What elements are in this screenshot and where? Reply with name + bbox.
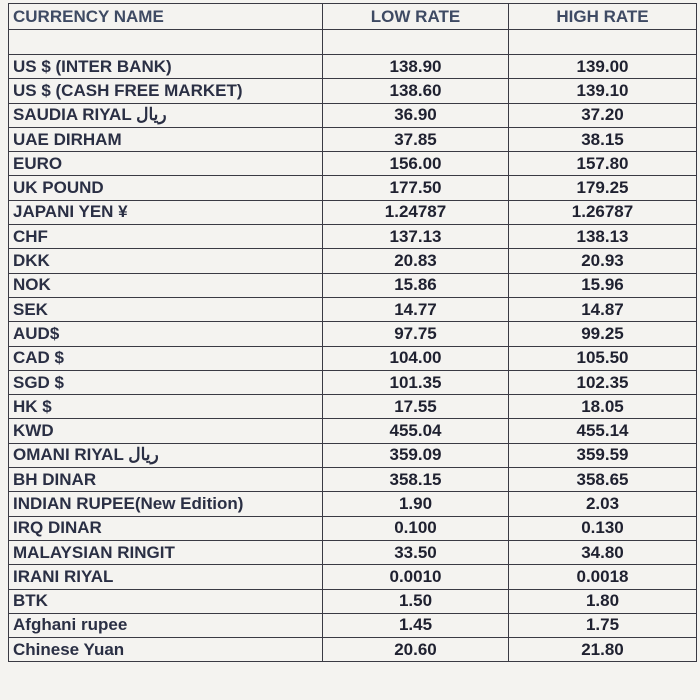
- low-rate-cell: 138.90: [323, 55, 509, 79]
- table-row: [9, 127, 697, 151]
- high-rate-cell: 139.10: [509, 79, 697, 103]
- currency-name-cell: OMANI RIYAL ریال: [9, 443, 323, 467]
- high-rate-cell: 99.25: [509, 322, 697, 346]
- low-rate-cell: 14.77: [323, 297, 509, 321]
- low-rate-cell: 1.24787: [323, 200, 509, 224]
- currency-name-cell: BH DINAR: [9, 468, 323, 492]
- currency-name-cell: IRQ DINAR: [9, 516, 323, 540]
- low-rate-cell: 156.00: [323, 152, 509, 176]
- low-rate-cell: 358.15: [323, 468, 509, 492]
- table-header: [9, 4, 697, 30]
- currency-name-cell: CHF: [9, 225, 323, 249]
- table-row: [9, 613, 697, 637]
- high-rate-cell: 0.130: [509, 516, 697, 540]
- low-rate-cell: 1.45: [323, 613, 509, 637]
- high-rate-cell: 37.20: [509, 103, 697, 127]
- blank-cell: [323, 30, 509, 55]
- high-rate-cell: 455.14: [509, 419, 697, 443]
- table-row: [9, 200, 697, 224]
- low-rate-cell: 0.100: [323, 516, 509, 540]
- currency-name-cell: DKK: [9, 249, 323, 273]
- high-rate-cell: 358.65: [509, 468, 697, 492]
- high-rate-cell: 105.50: [509, 346, 697, 370]
- low-rate-cell: 97.75: [323, 322, 509, 346]
- low-rate-cell: 17.55: [323, 395, 509, 419]
- table-row: [9, 297, 697, 321]
- high-rate-cell: 14.87: [509, 297, 697, 321]
- table-row: [9, 638, 697, 662]
- currency-name-cell: Chinese Yuan: [9, 638, 323, 662]
- high-rate-cell: 18.05: [509, 395, 697, 419]
- table-body: [9, 30, 697, 662]
- table-row: [9, 443, 697, 467]
- low-rate-cell: 33.50: [323, 540, 509, 564]
- low-rate-cell: 0.0010: [323, 565, 509, 589]
- low-rate-header: LOW RATE: [323, 4, 509, 30]
- table-row: [9, 370, 697, 394]
- high-rate-cell: 15.96: [509, 273, 697, 297]
- currency-name-cell: INDIAN RUPEE(New Edition): [9, 492, 323, 516]
- low-rate-cell: 177.50: [323, 176, 509, 200]
- low-rate-cell: 36.90: [323, 103, 509, 127]
- table-row: [9, 565, 697, 589]
- low-rate-cell: 15.86: [323, 273, 509, 297]
- high-rate-cell: 20.93: [509, 249, 697, 273]
- currency-name-cell: MALAYSIAN RINGIT: [9, 540, 323, 564]
- high-rate-cell: 102.35: [509, 370, 697, 394]
- table-row: [9, 468, 697, 492]
- table-row: [9, 395, 697, 419]
- table-row: [9, 55, 697, 79]
- blank-row: [9, 30, 697, 55]
- currency-rates-table: [8, 3, 697, 662]
- low-rate-cell: 137.13: [323, 225, 509, 249]
- currency-name-cell: HK $: [9, 395, 323, 419]
- low-rate-cell: 1.50: [323, 589, 509, 613]
- table-row: [9, 176, 697, 200]
- high-rate-cell: 359.59: [509, 443, 697, 467]
- high-rate-cell: 34.80: [509, 540, 697, 564]
- header-row: [9, 4, 697, 30]
- low-rate-cell: 138.60: [323, 79, 509, 103]
- blank-cell: [509, 30, 697, 55]
- table-row: [9, 322, 697, 346]
- currency-name-cell: Afghani rupee: [9, 613, 323, 637]
- low-rate-cell: 20.60: [323, 638, 509, 662]
- currency-name-cell: NOK: [9, 273, 323, 297]
- currency-name-cell: JAPANI YEN ¥: [9, 200, 323, 224]
- low-rate-cell: 359.09: [323, 443, 509, 467]
- low-rate-cell: 1.90: [323, 492, 509, 516]
- low-rate-cell: 101.35: [323, 370, 509, 394]
- low-rate-cell: 455.04: [323, 419, 509, 443]
- low-rate-cell: 37.85: [323, 127, 509, 151]
- table-row: [9, 225, 697, 249]
- high-rate-cell: 38.15: [509, 127, 697, 151]
- currency-name-cell: SGD $: [9, 370, 323, 394]
- table-row: [9, 79, 697, 103]
- table-row: [9, 540, 697, 564]
- table-row: [9, 249, 697, 273]
- high-rate-cell: 1.80: [509, 589, 697, 613]
- high-rate-cell: 0.0018: [509, 565, 697, 589]
- high-rate-cell: 179.25: [509, 176, 697, 200]
- table-row: [9, 346, 697, 370]
- currency-name-cell: US $ (CASH FREE MARKET): [9, 79, 323, 103]
- currency-name-cell: SEK: [9, 297, 323, 321]
- table-row: [9, 589, 697, 613]
- currency-name-cell: AUD$: [9, 322, 323, 346]
- table-row: [9, 419, 697, 443]
- currency-name-cell: EURO: [9, 152, 323, 176]
- table-row: [9, 273, 697, 297]
- currency-name-cell: US $ (INTER BANK): [9, 55, 323, 79]
- blank-cell: [9, 30, 323, 55]
- low-rate-cell: 104.00: [323, 346, 509, 370]
- high-rate-cell: 139.00: [509, 55, 697, 79]
- currency-name-cell: BTK: [9, 589, 323, 613]
- table-row: [9, 492, 697, 516]
- high-rate-cell: 138.13: [509, 225, 697, 249]
- currency-name-cell: SAUDIA RIYAL ریال: [9, 103, 323, 127]
- currency-name-cell: UK POUND: [9, 176, 323, 200]
- high-rate-cell: 21.80: [509, 638, 697, 662]
- currency-name-cell: CAD $: [9, 346, 323, 370]
- high-rate-cell: 2.03: [509, 492, 697, 516]
- high-rate-header: HIGH RATE: [509, 4, 697, 30]
- currency-name-cell: KWD: [9, 419, 323, 443]
- currency-name-header: CURRENCY NAME: [9, 4, 323, 30]
- high-rate-cell: 1.75: [509, 613, 697, 637]
- currency-name-cell: UAE DIRHAM: [9, 127, 323, 151]
- table-row: [9, 152, 697, 176]
- low-rate-cell: 20.83: [323, 249, 509, 273]
- high-rate-cell: 1.26787: [509, 200, 697, 224]
- currency-name-cell: IRANI RIYAL: [9, 565, 323, 589]
- table-row: [9, 103, 697, 127]
- table-row: [9, 516, 697, 540]
- high-rate-cell: 157.80: [509, 152, 697, 176]
